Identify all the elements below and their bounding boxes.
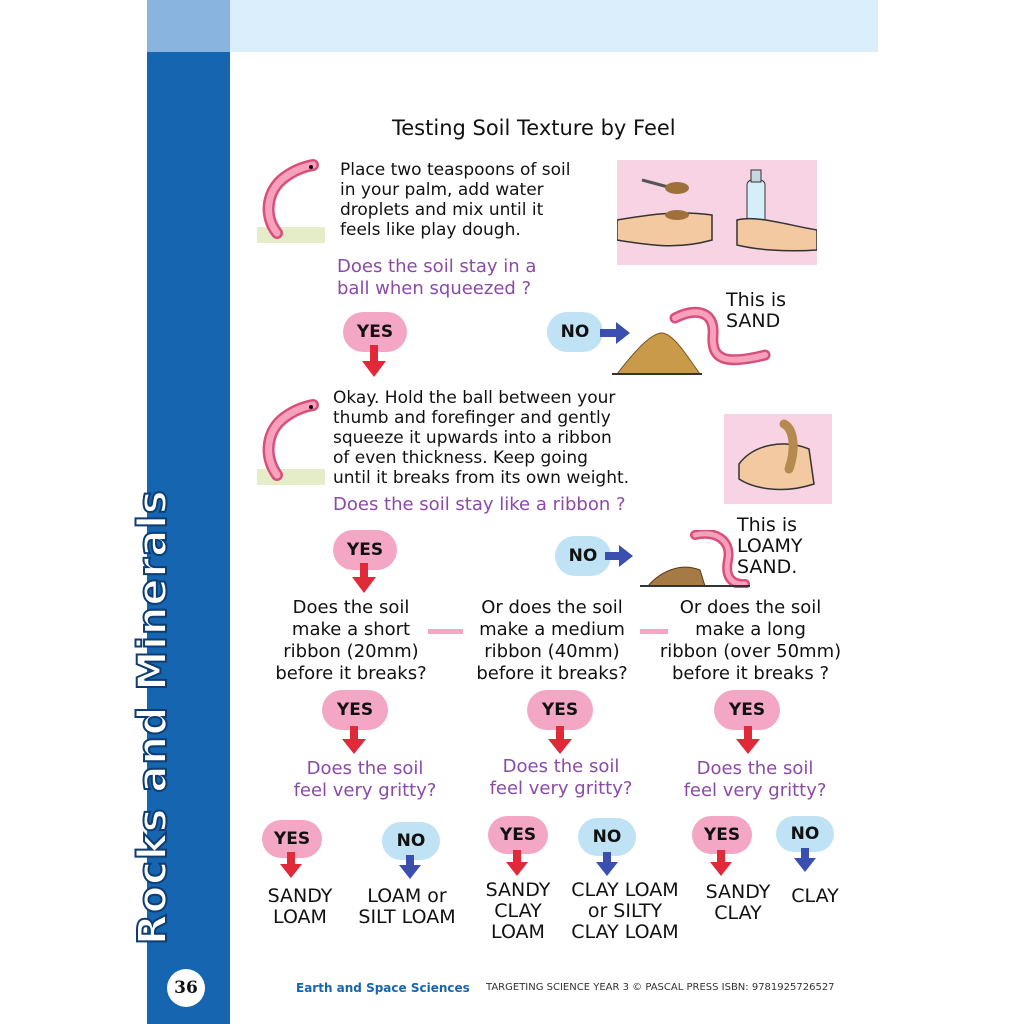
no-cloud: NO <box>547 312 603 352</box>
result-clay-loam: CLAY LOAM or SILTY CLAY LOAM <box>571 879 679 943</box>
down-arrow-icon <box>342 726 366 754</box>
result-loam-silt-loam: LOAM or SILT LOAM <box>358 885 456 928</box>
question-ball: Does the soil stay in a ball when squeezed ? <box>337 256 537 299</box>
down-arrow-icon <box>736 726 760 754</box>
result-sand: This is SAND <box>726 289 787 332</box>
down-arrow-icon <box>362 345 386 377</box>
worm-icon <box>255 395 330 487</box>
result-clay: CLAY <box>791 885 839 907</box>
step2-text: Okay. Hold the ball between your thumb and forefinger and gently squeeze it upwards into a ribbon of even thickness. Keep going until it breaks from its own weight. <box>333 388 630 488</box>
header-band <box>230 0 878 52</box>
footer-section: Earth and Space Sciences <box>296 981 470 995</box>
yes-cloud: YES <box>262 820 322 858</box>
yes-cloud: YES <box>343 312 407 352</box>
question-short-ribbon: Does the soil make a short ribbon (20mm) before it breaks? <box>275 597 427 684</box>
yes-cloud: YES <box>333 530 397 570</box>
down-arrow-icon <box>399 855 421 879</box>
result-sandy-clay-loam: SANDY CLAY LOAM <box>485 879 551 943</box>
step1-text: Place two teaspoons of soil in your palm, add water droplets and mix until it feels like play dough. <box>340 160 571 240</box>
page-title: Testing Soil Texture by Feel <box>392 116 676 140</box>
down-arrow-icon <box>280 852 302 878</box>
header-accent <box>147 0 230 52</box>
soil-hand-illustration <box>617 160 817 265</box>
worm-icon <box>255 155 330 245</box>
question-medium-ribbon: Or does the soil make a medium ribbon (40mm) before it breaks? <box>476 597 628 684</box>
down-arrow-icon <box>352 563 376 593</box>
ribbon-hand-illustration <box>724 414 832 504</box>
down-arrow-icon <box>710 850 732 876</box>
yes-cloud: YES <box>714 690 780 730</box>
question-long-ribbon: Or does the soil make a long ribbon (over 50mm) before it breaks ? <box>659 597 842 684</box>
connector-line <box>428 629 463 634</box>
question-ribbon: Does the soil stay like a ribbon ? <box>333 494 626 515</box>
down-arrow-icon <box>506 850 528 876</box>
question-gritty: Does the soil feel very gritty? <box>489 756 633 799</box>
yes-cloud: YES <box>692 816 752 854</box>
result-sandy-loam: SANDY LOAM <box>267 885 333 928</box>
right-arrow-icon <box>605 545 633 567</box>
no-cloud: NO <box>382 822 440 860</box>
no-cloud: NO <box>555 536 611 576</box>
page-number: 36 <box>167 969 205 1007</box>
no-cloud: NO <box>578 818 636 856</box>
down-arrow-icon <box>794 848 816 872</box>
no-cloud: NO <box>776 816 834 852</box>
yes-cloud: YES <box>488 816 548 854</box>
yes-cloud: YES <box>527 690 593 730</box>
footer-copyright: TARGETING SCIENCE YEAR 3 © PASCAL PRESS ISBN: 9781925726527 <box>486 982 835 993</box>
down-arrow-icon <box>596 852 618 876</box>
result-loamy-sand: This is LOAMY SAND. <box>737 514 803 578</box>
result-sandy-clay: SANDY CLAY <box>705 881 771 924</box>
question-gritty: Does the soil feel very gritty? <box>683 758 827 801</box>
sidebar-title: Rocks and Minerals <box>130 489 176 945</box>
question-gritty: Does the soil feel very gritty? <box>293 758 437 801</box>
loamy-sand-illustration <box>640 530 750 588</box>
down-arrow-icon <box>548 726 572 754</box>
yes-cloud: YES <box>322 690 388 730</box>
